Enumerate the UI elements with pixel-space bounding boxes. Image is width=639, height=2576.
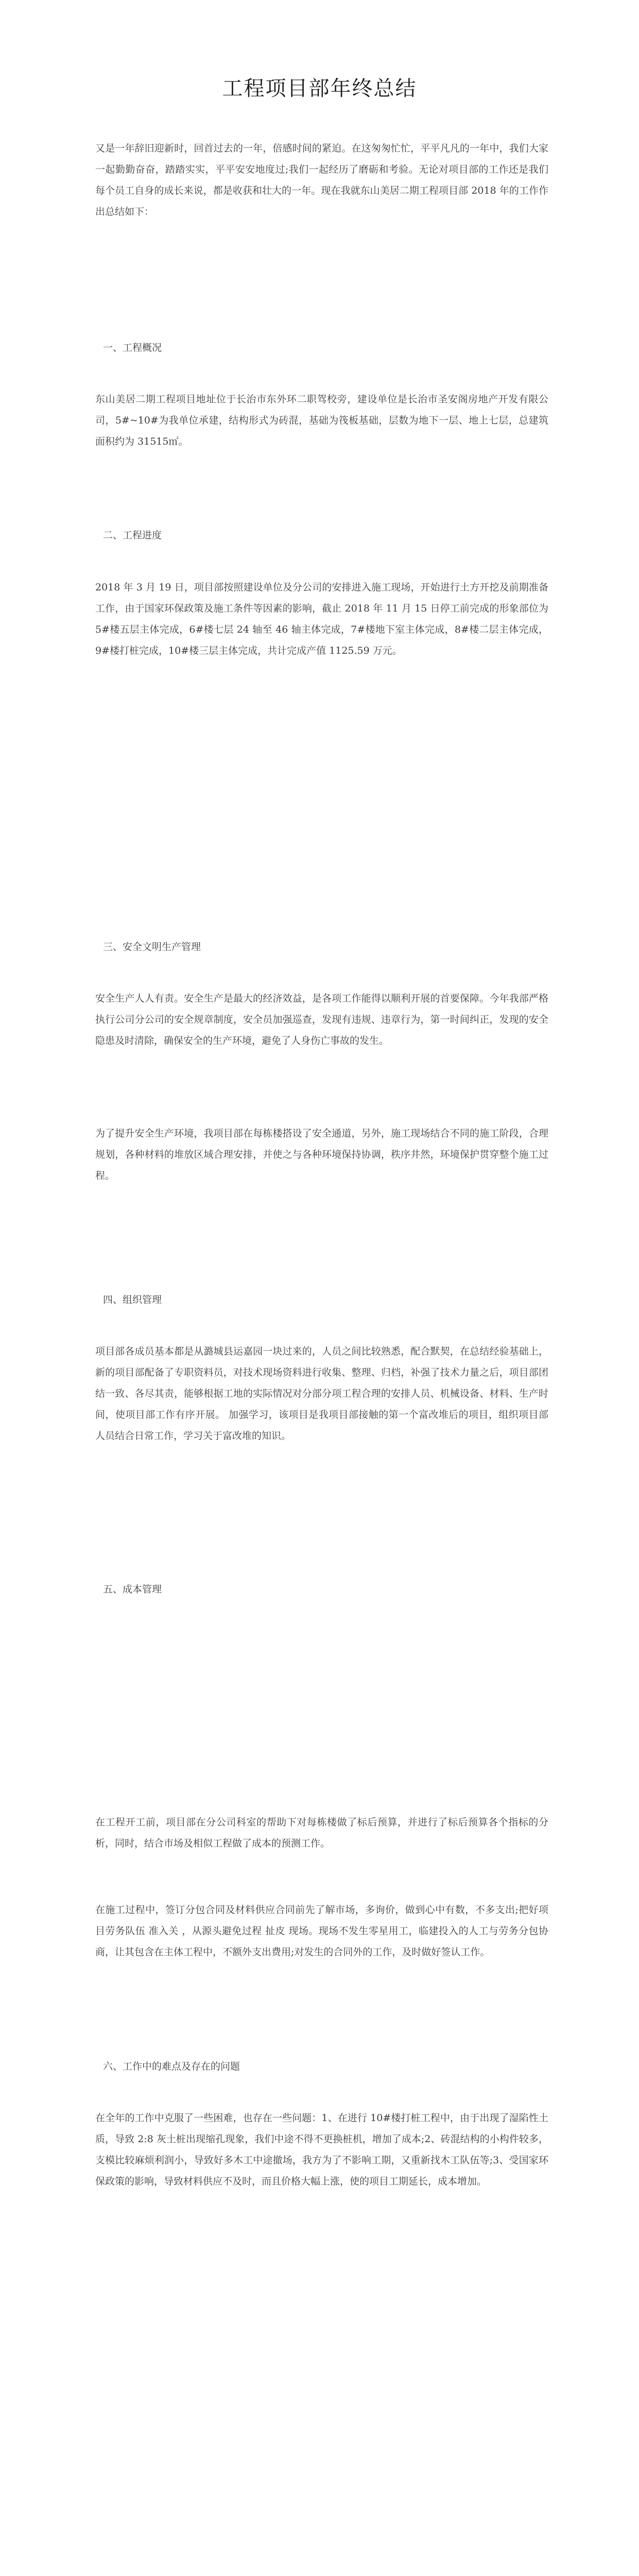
section-heading-organization: 四、组织管理 — [103, 1294, 162, 1306]
section-paragraph: 在工程开工前，项目部在分公司科室的帮助下对每栋楼做了标后预算，并进行了标后预算各个指标的分析，同时，结合市场及相似工程做了成本的预测工作。 — [95, 1817, 548, 1849]
section-heading-overview: 一、工程概况 — [103, 342, 162, 353]
section-paragraph: 东山美居二期工程项目地址位于长治市东外环二职驾校旁，建设单位是长治市圣安阁房地产开发有限公司，5#~10#为我单位承建，结构形式为砖混，基础为筏板基础，层数为地下一层、地上七层，总建筑面积约为 31515㎡。 — [95, 394, 548, 447]
section-paragraph: 2018 年 3 月 19 日，项目部按照建设单位及分公司的安排进入施工现场，开始进行土方开挖及前期准备工作，由于国家环保政策及施工条件等因素的影响，截止 2018 年 11 月 15 日停工前完成的形象部位为 5#楼五层主体完成，6#楼七层 24 轴至 46 轴主体完成，7#楼地下室主体完成，8#楼二层主体完成，9#楼打桩完成，10#楼三层主体完成，共计完成产值 1125.59 万元。 — [95, 582, 548, 656]
intro-paragraph: 又是一年辞旧迎新时，回首过去的一年，倍感时间的紧迫。在这匆匆忙忙，平平凡凡的一年中，我们大家一起勤勤奋奋，踏踏实实，平平安安地度过;我们一起经历了磨砺和考验。无论对项目部的工作还是我们每个员工自身的成长来说，都是收获和壮大的一年。现在我就东山美居二期工程项目部 2018 年的工作作出总结如下： — [95, 143, 548, 217]
section-heading-progress: 二、工程进度 — [103, 530, 162, 541]
document-title: 工程项目部年终总结 — [222, 77, 417, 100]
section-paragraph: 安全生产人人有责。安全生产是最大的经济效益，是各项工作能得以顺利开展的首要保障。今年我部严格执行公司分公司的安全规章制度，安全员加强巡查，发现有违规、违章行为，第一时间纠正，发现的安全隐患及时清除，确保安全的生产环境，避免了人身伤亡事故的发生。 — [95, 993, 548, 1046]
section-paragraph: 在施工过程中，签订分包合同及材料供应合同前先了解市场，多询价，做到心中有数，不多支出;把好项目劳务队伍 准入关 ，从源头避免过程 扯皮 现场。现场不发生零星用工，临建投入的人工与劳务分包协商，让其包含在主体工程中，不额外支出费用;对发生的合同外的工作，及时做好签认工作。 — [95, 1904, 548, 1958]
section-paragraph: 项目部各成员基本都是从潞城县运嘉园一块过来的，人员之间比较熟悉，配合默契，在总结经验基础上，新的项目部配备了专职资料员，对技术现场资料进行收集、整理、归档，补强了技术力量之后，项目部团结一致、各尽其责，能够根据工地的实际情况对分部分项工程合理的安排人员、机械设备、材料、生产时间，使项目部工作有序开展。 加强学习，该项目是我项目部接触的第一个富改堆后的项目，组织项目部人员结合日常工作，学习关于富改堆的知识。 — [95, 1346, 548, 1442]
section-paragraph: 为了提升安全生产环境，我项目部在每栋楼搭设了安全通道，另外，施工现场结合不同的施工阶段，合理规划，各种材料的堆放区域合理安排，并使之与各种环境保持协调，秩序井然，环境保护贯穿整个施工过程。 — [95, 1128, 548, 1181]
section-heading-problems: 六、工作中的难点及存在的问题 — [103, 2061, 240, 2072]
section-paragraph: 在全年的工作中克服了一些困难，也存在一些问题：1、在进行 10#楼打桩工程中，由于出现了湿陷性土质，导致 2:8 灰土桩出现缩孔现象，我们中途不得不更换桩机，增加了成本;2、砖混结构的小构件较多，支模比较麻烦利润小，导致好多木工中途撤场，我方为了不影响工期，又重新找木工队伍等;3、受国家环保政策的影响，导致材料供应不及时，而且价格大幅上涨，使的项目工期延长，成本增加。 — [95, 2112, 548, 2187]
section-heading-cost: 五、成本管理 — [103, 1584, 162, 1595]
section-heading-safety: 三、安全文明生产管理 — [103, 941, 201, 953]
